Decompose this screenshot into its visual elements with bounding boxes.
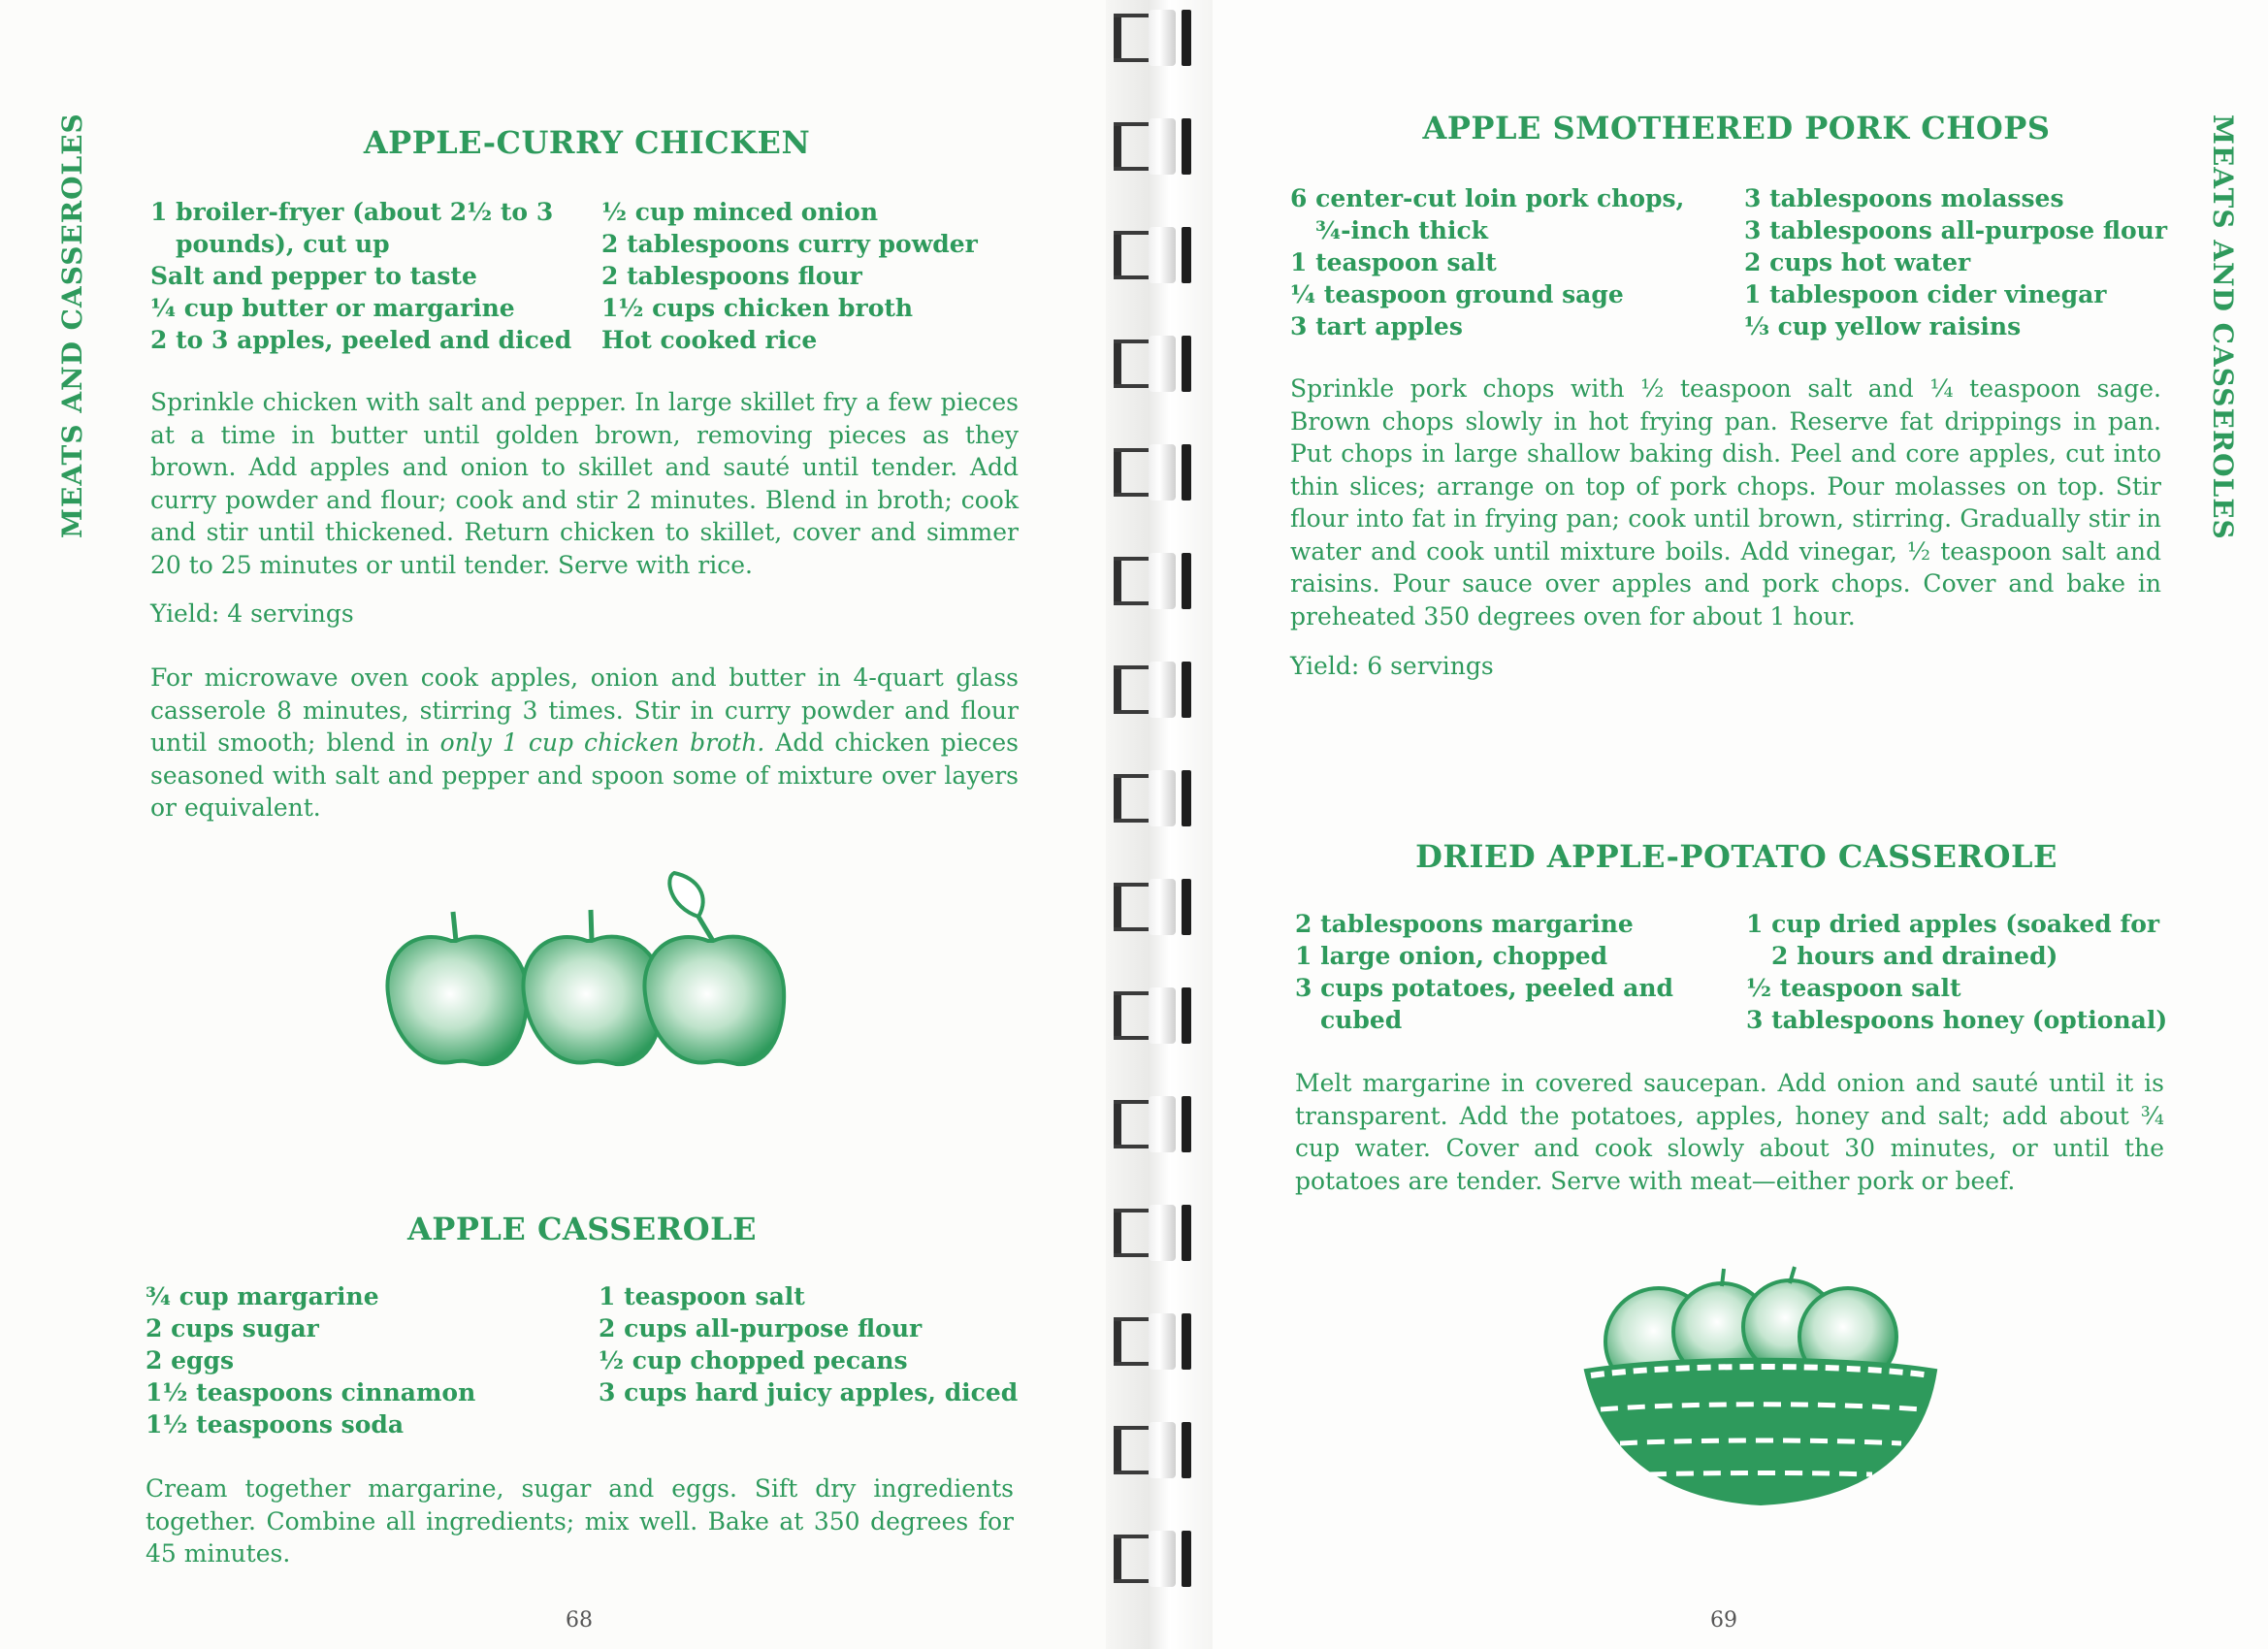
ingredient: 1½ cups chicken broth: [601, 294, 914, 322]
binding-coil: [1114, 1205, 1201, 1261]
ingredient: 6 center-cut loin pork chops,: [1290, 184, 1685, 212]
binding-coil: [1114, 1531, 1201, 1587]
microwave-emphasis: only 1 cup chicken broth.: [439, 728, 765, 757]
recipe-title-apple-casserole: APPLE CASSEROLE: [406, 1211, 758, 1247]
directions-apple-curry: Sprinkle chicken with salt and pepper. In large skillet fry a few pieces at a time in butter until golden brown, removing pieces as they brown. Add apples and onion to skillet and sauté until tender. Add curry powder and flour; cook and stir 2 minutes. Blend in broth; cook and stir until thickened. Return chicken to skillet, cover and simmer 20 to 25 minutes or until tender. Serve with rice.: [150, 388, 1019, 579]
recipe-title-apple-curry-chicken: APPLE-CURRY CHICKEN: [363, 124, 811, 161]
ingredients-col2-apple-casserole: [599, 1280, 1018, 1408]
ingredient: 2 hours and drained): [1771, 942, 2058, 970]
ingredient: 3 tart apples: [1290, 312, 1463, 340]
directions-apple-potato: Melt margarine in covered saucepan. Add onion and sauté until it is transparent. Add the potatoes, apples, honey and salt; add about ¾ cup water. Cover and cook slowly about 30 minutes, or until the potatoes are tender. Serve with meat—either pork or beef.: [1295, 1069, 2164, 1195]
ingredient: ⅓ cup yellow raisins: [1744, 312, 2022, 340]
ingredient: ¼ teaspoon ground sage: [1290, 280, 1624, 308]
ingredient: 2 to 3 apples, peeled and diced: [150, 326, 572, 354]
ingredient: 1 broiler-fryer (about 2½ to 3: [150, 198, 554, 226]
binding-coil: [1114, 1096, 1201, 1152]
ingredient: ¾-inch thick: [1315, 216, 1488, 244]
ingredient: cubed: [1320, 1006, 1403, 1034]
recipe-title-apple-potato: DRIED APPLE-POTATO CASSEROLE: [1415, 838, 2057, 875]
yield-apple-curry: Yield: 4 servings: [150, 599, 354, 628]
directions-pork-chops: Sprinkle pork chops with ½ teaspoon salt and ¼ teaspoon sage. Brown chops slowly in hot frying pan. Reserve fat drippings in pan. Put chops in large shallow baking dish. Peel and core apples, cut into thin slices; arrange on top of pork chops. Pour molasses on top. Stir flour into fat in frying pan; cook until brown, stirring. Gradually stir in water and cook until mixture boils. Add vinegar, ½ teaspoon salt and raisins. Pour sauce over apples and pork chops. Cover and bake in preheated 350 degrees oven for about 1 hour.: [1290, 374, 2161, 630]
ingredients-col2-apple-potato: [1746, 908, 2167, 1036]
binding-coil: [1114, 1313, 1201, 1370]
ingredients-col1-apple-curry: [150, 196, 571, 356]
yield-pork-chops: Yield: 6 servings: [1290, 652, 1494, 680]
ingredient: 3 tablespoons honey (optional): [1746, 1006, 2168, 1034]
binding-coil: [1114, 444, 1201, 501]
binding-coil: [1114, 553, 1201, 609]
ingredient: Hot cooked rice: [601, 326, 818, 354]
ingredient: 1½ teaspoons soda: [146, 1410, 405, 1439]
recipe-title-pork-chops: APPLE SMOTHERED PORK CHOPS: [1422, 110, 2051, 146]
apple-basket-icon: [1576, 1278, 1945, 1511]
ingredient: 3 cups potatoes, peeled and: [1295, 974, 1674, 1002]
binding-coil: [1114, 987, 1201, 1044]
ingredient: 1 tablespoon cider vinegar: [1744, 280, 2107, 308]
ingredient: 3 tablespoons all-purpose flour: [1744, 216, 2168, 244]
binding-coil: [1114, 10, 1201, 66]
ingredient: ¾ cup margarine: [146, 1282, 379, 1310]
ingredient: 1 cup dried apples (soaked for: [1746, 910, 2160, 938]
microwave-directions: [150, 662, 1019, 824]
ingredient: 3 tablespoons molasses: [1744, 184, 2064, 212]
ingredient: 2 eggs: [146, 1346, 235, 1374]
ingredient: 1 large onion, chopped: [1295, 942, 1608, 970]
binding-coil: [1114, 227, 1201, 283]
ingredient: 2 tablespoons flour: [601, 262, 862, 290]
ingredients-col2-apple-curry: [601, 196, 978, 356]
ingredient: 1½ teaspoons cinnamon: [146, 1378, 476, 1406]
binding-coil: [1114, 770, 1201, 826]
ingredient: 1 teaspoon salt: [1290, 248, 1497, 276]
ingredients-col1-pork-chops: [1290, 182, 1684, 342]
ingredients-col1-apple-casserole: [146, 1280, 475, 1440]
ingredient: ½ cup chopped pecans: [599, 1346, 908, 1374]
binding-coil: [1114, 1422, 1201, 1478]
directions-apple-casserole: Cream together margarine, sugar and eggs. Sift dry ingredients together. Combine all ingredients; mix well. Bake at 350 degrees for 45 minutes.: [146, 1474, 1014, 1568]
ingredient: 2 cups hot water: [1744, 248, 1971, 276]
ingredient: ½ teaspoon salt: [1746, 974, 1961, 1002]
ingredient: 2 tablespoons curry powder: [601, 230, 978, 258]
ingredient: 1 teaspoon salt: [599, 1282, 805, 1310]
ingredients-col2-pork-chops: [1744, 182, 2167, 342]
binding-coil: [1114, 662, 1201, 718]
ingredients-col1-apple-potato: [1295, 908, 1673, 1036]
ingredient: pounds), cut up: [176, 230, 390, 258]
microwave-text-1: For microwave oven cook apples, onion and butter in 4-quart glass casserole 8 minutes, stirring 3 times. Stir in curry powder and flour until smooth; blend in: [150, 663, 1019, 757]
ingredient: 2 cups sugar: [146, 1314, 319, 1342]
page-number-right: 69: [1710, 1608, 1737, 1633]
section-label-left: MEATS AND CASSEROLES: [56, 113, 88, 538]
page-number-left: 68: [566, 1608, 593, 1633]
ingredient: ¼ cup butter or margarine: [150, 294, 515, 322]
ingredient: 2 tablespoons margarine: [1295, 910, 1634, 938]
microwave-text-2: Add chicken pieces seasoned with salt and pepper and spoon some of mixture over layers or equivalent.: [150, 728, 1019, 822]
three-apples-icon: [383, 873, 791, 1077]
ingredient: 3 cups hard juicy apples, diced: [599, 1378, 1019, 1406]
ingredient: ½ cup minced onion: [601, 198, 878, 226]
binding-coil: [1114, 879, 1201, 935]
section-label-right: MEATS AND CASSEROLES: [2207, 114, 2239, 540]
ingredient: Salt and pepper to taste: [150, 262, 477, 290]
binding-coil: [1114, 336, 1201, 392]
binding-coil: [1114, 118, 1201, 175]
ingredient: 2 cups all-purpose flour: [599, 1314, 923, 1342]
